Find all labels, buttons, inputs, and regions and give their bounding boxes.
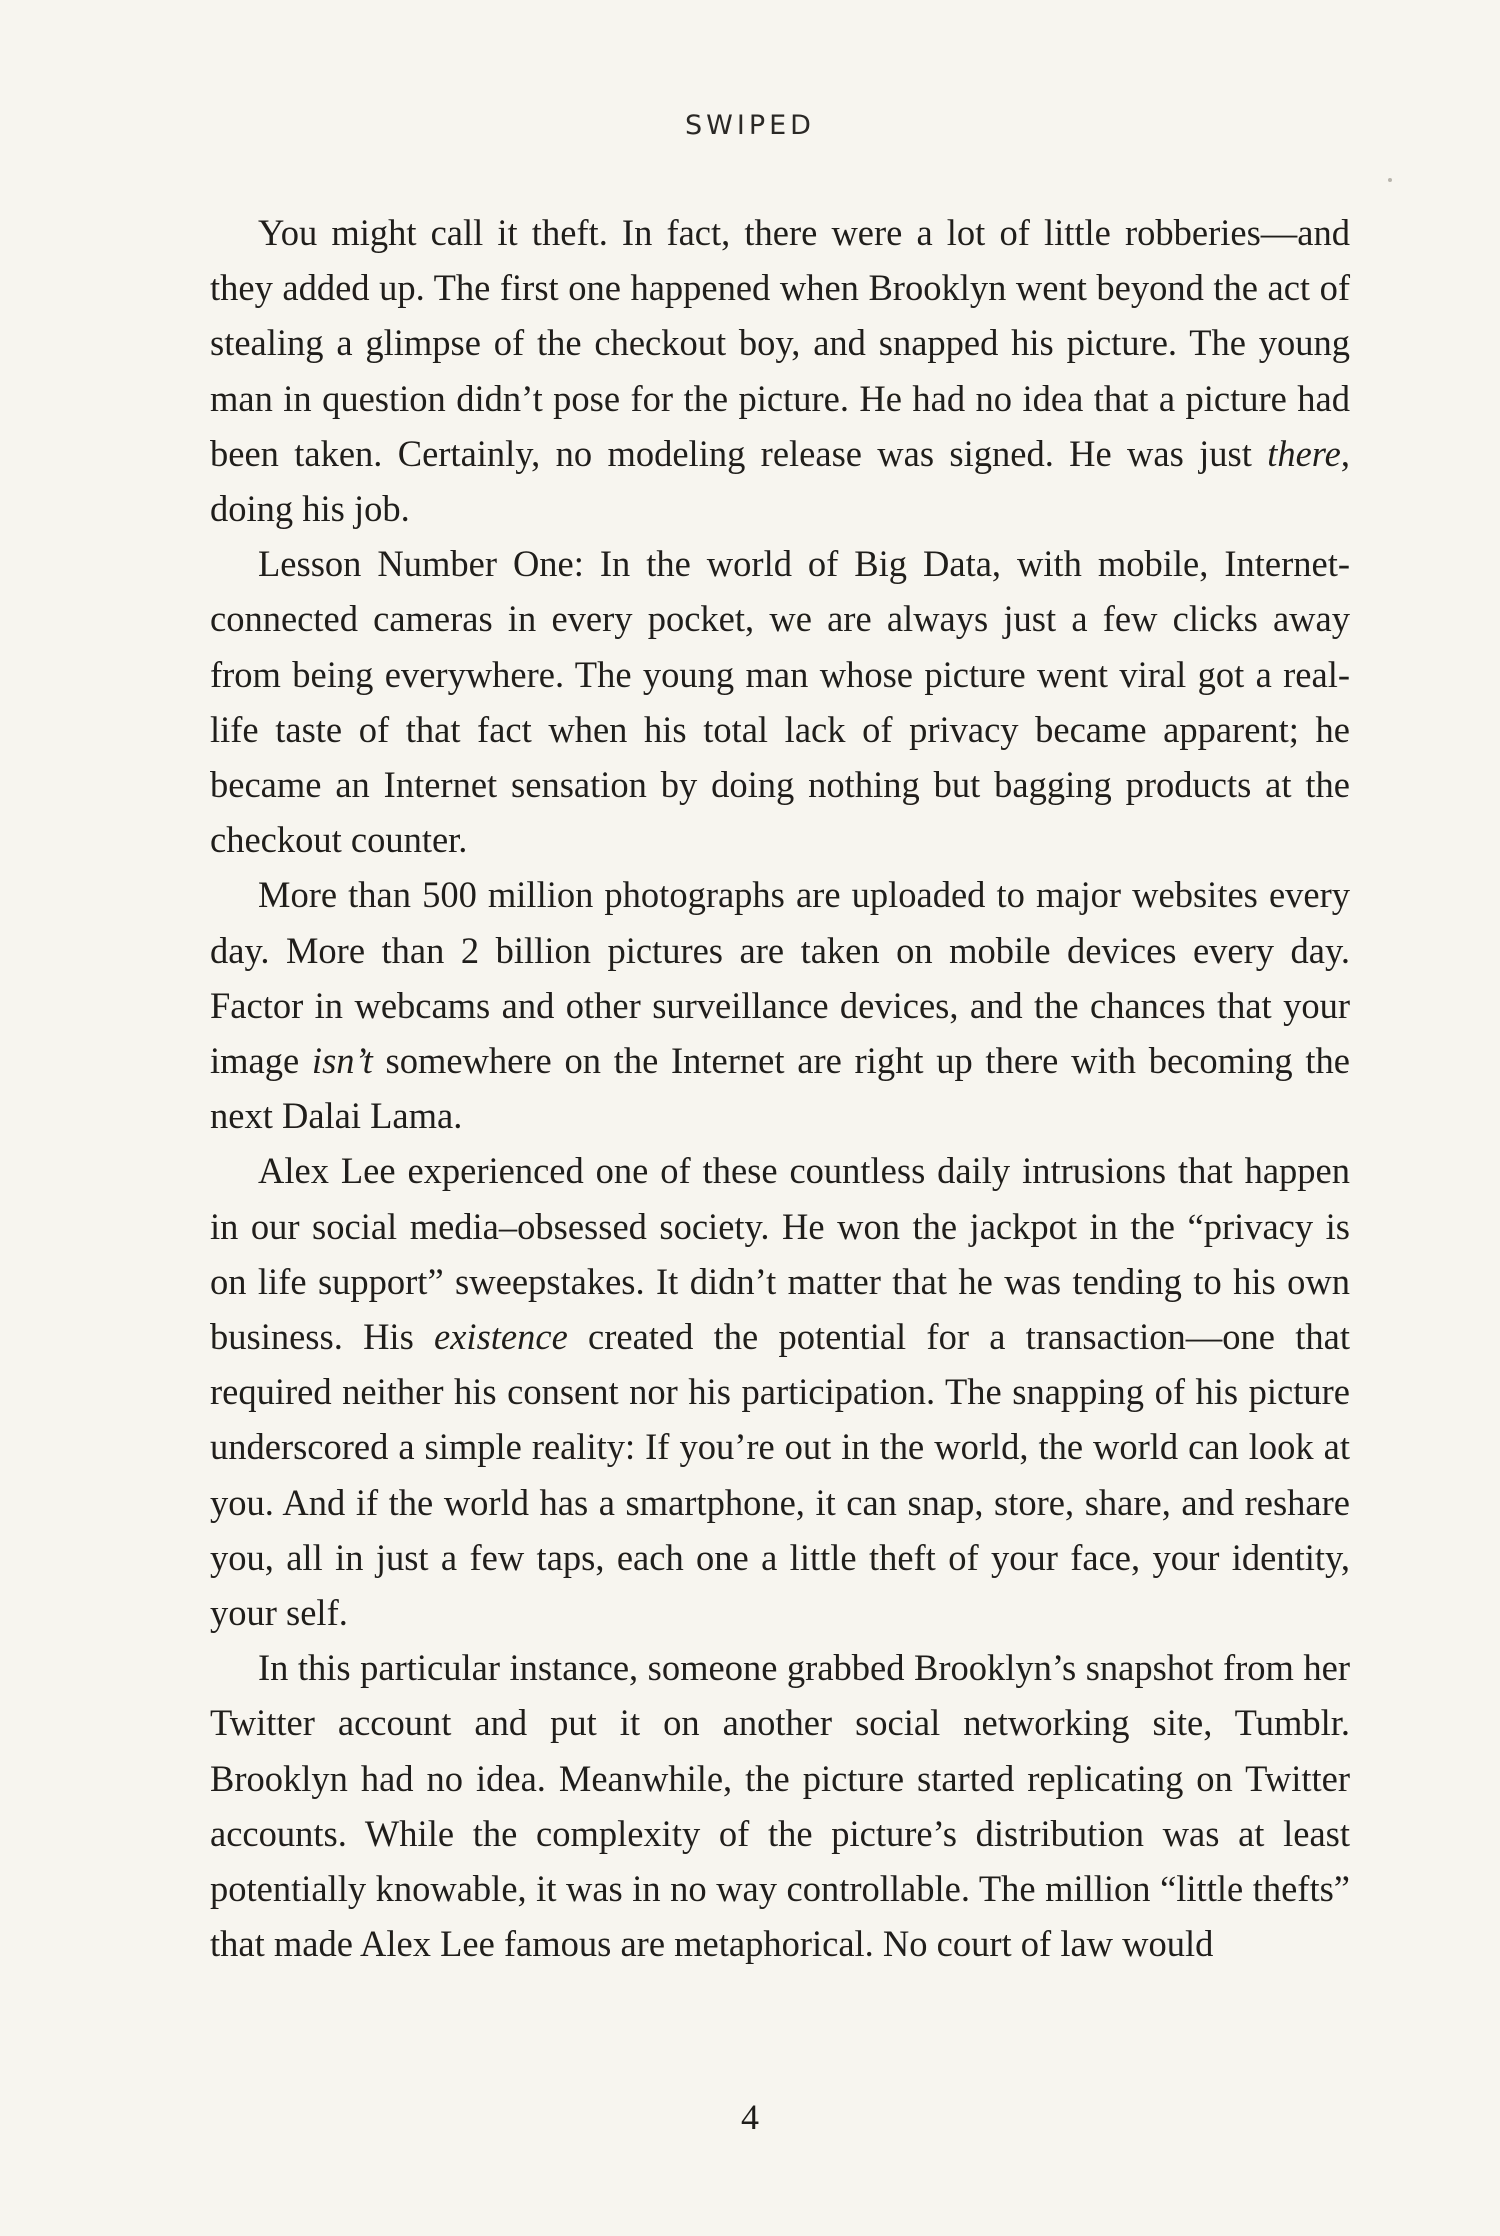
emphasis-text: isn’t [311, 1040, 373, 1082]
emphasis-text: there [1267, 432, 1341, 474]
paper-speck [1388, 178, 1392, 182]
paragraph-text: Alex Lee experienced one of these countless daily intrusions that happen in our social media–obsessed society. He won the jackpot in the “privacy is on life support” sweepstakes. It didn’t matter that he was tending to his own business. His [210, 1150, 1350, 1358]
running-head: SWIPED [685, 110, 815, 141]
paragraph [210, 1640, 1350, 1971]
paragraph-text: You might call it theft. In fact, there were a lot of little robberies—and they added up. The first one happened when Brooklyn went beyond the act of stealing a glimpse of the checkout boy, and snapped his picture. The young man in question didn’t pose for the picture. He had no idea that a picture had been taken. Certainly, no modeling release was signed. He was just [210, 212, 1350, 474]
paragraph-text: somewhere on the Internet are right up there with becoming the next Dalai Lama. [210, 1040, 1350, 1137]
paragraph-text: In this particular instance, someone grabbed Brooklyn’s snapshot from her Twitter account and put it on another social networking site, Tumblr. Brooklyn had no idea. Meanwhile, the picture started replicating on Twitter accounts. While the complexity of the picture’s distribution was at least potentially knowable, it was in no way controllable. The million “little thefts” that made Alex Lee famous are metaphorical. No court of law would [210, 1647, 1350, 1965]
emphasis-text: existence [434, 1316, 568, 1358]
paragraph-text: created the potential for a transaction—one that required neither his consent nor his participation. The snapping of his picture underscored a simple reality: If you’re out in the world, the world can look at you. And if the world has a smartphone, it can snap, store, share, and reshare you, all in just a few taps, each one a little theft of your face, your identity, your self. [210, 1316, 1350, 1634]
paragraph [210, 205, 1350, 536]
page-number: 4 [741, 2097, 759, 2137]
body-text [210, 205, 1350, 1972]
paragraph [210, 867, 1350, 1143]
paragraph-text: Lesson Number One: In the world of Big Data, with mobile, Internet-connected cameras in every pocket, we are always just a few clicks away from being everywhere. The young man whose picture went viral got a real-life taste of that fact when his total lack of privacy became apparent; he became an Internet sensation by doing nothing but bagging products at the checkout counter. [210, 543, 1350, 861]
paragraph [210, 1143, 1350, 1640]
paragraph-text: More than 500 million photographs are uploaded to major websites every day. More than 2 billion pictures are taken on mobile devices every day. Factor in webcams and other surveillance devices, and the chances that your image [210, 874, 1350, 1082]
paragraph-text: , doing his job. [210, 432, 1350, 530]
paragraph [210, 536, 1350, 867]
